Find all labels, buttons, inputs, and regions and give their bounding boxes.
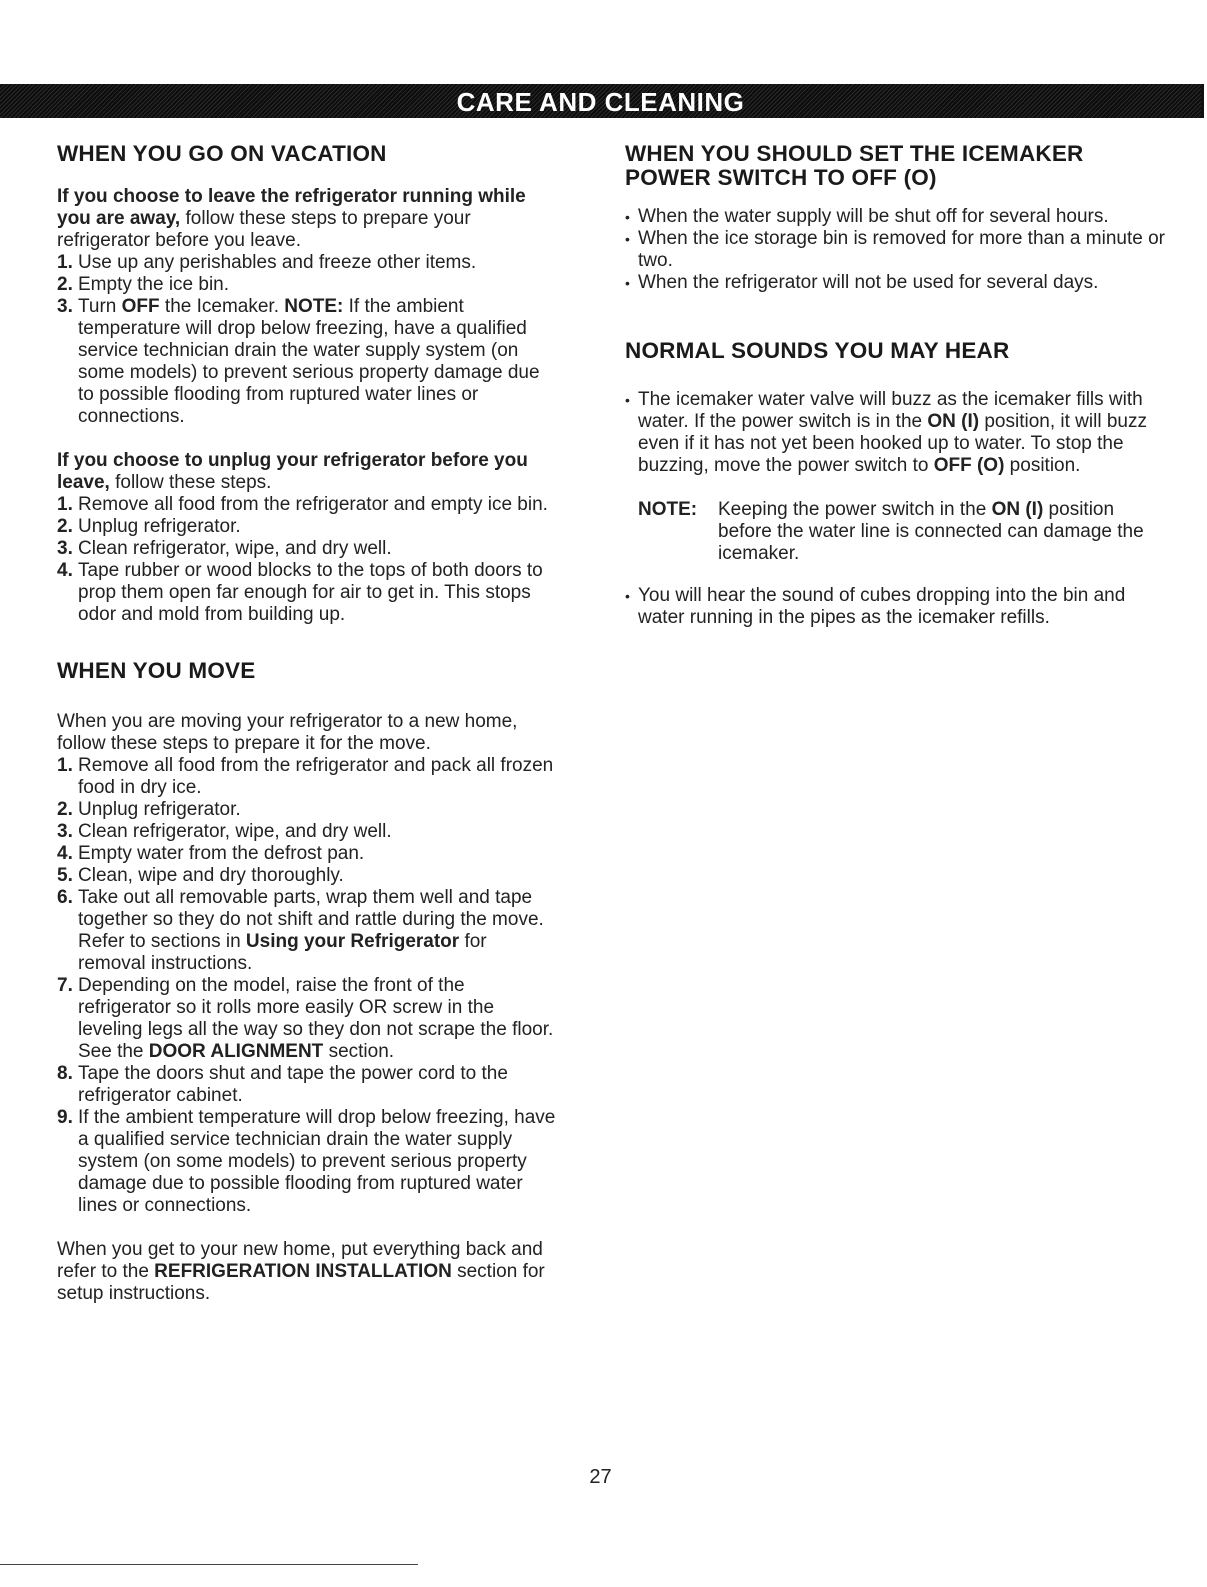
sounds-bullets-2 bbox=[625, 585, 1165, 629]
list-item: 3. Clean refrigerator, wipe, and dry well. bbox=[57, 538, 392, 559]
sounds-heading: NORMAL SOUNDS YOU MAY HEAR bbox=[625, 338, 1010, 363]
move-outro: When you get to your new home, put everything back and refer to the REFRIGERATION INSTALLATION section for setup instructions. bbox=[57, 1239, 545, 1304]
list-item: 6. Take out all removable parts, wrap them well and tape together so they do not shift and rattle during the move. Refer to sections in Using your Refrigerator for removal instructions. bbox=[57, 887, 544, 974]
list-item: 2. Empty the ice bin. bbox=[57, 274, 230, 295]
vacation-unplug-steps bbox=[57, 494, 557, 626]
move-steps bbox=[57, 755, 557, 1217]
list-item: 3. Turn OFF the Icemaker. NOTE: If the ambient temperature will drop below freezing, have a qualified service technician drain the water supply system (on some models) to prevent serious property damage due to possible flooding from ruptured water lines or connections. bbox=[57, 296, 540, 427]
sounds-bullets bbox=[625, 389, 1165, 477]
list-item: 2. Unplug refrigerator. bbox=[57, 516, 241, 537]
list-item: • When the ice storage bin is removed for more than a minute or two. bbox=[625, 228, 1165, 272]
list-item: • You will hear the sound of cubes dropping into the bin and water running in the pipes as the icemaker refills. bbox=[625, 585, 1165, 629]
list-item: 1. Use up any perishables and freeze other items. bbox=[57, 252, 477, 273]
list-item: 1. Remove all food from the refrigerator and empty ice bin. bbox=[57, 494, 548, 515]
list-item: 7. Depending on the model, raise the front of the refrigerator so it rolls more easily OR screw in the leveling legs all the way so they don not scrape the floor. See the DOOR ALIGNMENT section. bbox=[57, 975, 554, 1062]
vacation-unplug-lead-rest: follow these steps. bbox=[109, 472, 272, 493]
vacation-running-intro bbox=[57, 186, 557, 252]
off-label: OFF bbox=[121, 296, 160, 317]
list-item: 3. Clean refrigerator, wipe, and dry well. bbox=[57, 821, 392, 842]
vacation-running-steps bbox=[57, 252, 557, 428]
left-column bbox=[57, 142, 557, 1305]
move-heading: WHEN YOU MOVE bbox=[57, 658, 256, 683]
list-item: 9. If the ambient temperature will drop below freezing, have a qualified service technician drain the water supply system (on some models) to prevent serious property damage due to possible flooding from ruptured water lines or connections. bbox=[57, 1107, 556, 1216]
list-item: • When the water supply will be shut off for several hours. bbox=[625, 206, 1165, 228]
move-intro: When you are moving your refrigerator to a new home, follow these steps to prepare it for the move. bbox=[57, 711, 518, 754]
note-label: NOTE: bbox=[638, 499, 698, 520]
list-item: • When the refrigerator will not be used for several days. bbox=[625, 272, 1165, 294]
list-item: 4. Empty water from the defrost pan. bbox=[57, 843, 365, 864]
page-header: CARE AND CLEANING bbox=[456, 87, 745, 117]
refrigeration-installation-ref: REFRIGERATION INSTALLATION bbox=[154, 1261, 452, 1282]
vacation-running-lead-rest: follow these steps to prepare your refrigerator before you leave. bbox=[57, 208, 471, 251]
icemaker-heading: WHEN YOU SHOULD SET THE ICEMAKER POWER SWITCH TO OFF (O) bbox=[625, 141, 1084, 190]
list-item: 8. Tape the doors shut and tape the power cord to the refrigerator cabinet. bbox=[57, 1063, 508, 1106]
icemaker-bullets bbox=[625, 206, 1165, 294]
list-item: 1. Remove all food from the refrigerator and pack all frozen food in dry ice. bbox=[57, 755, 554, 798]
note-label: NOTE: bbox=[284, 296, 344, 317]
list-item: 5. Clean, wipe and dry thoroughly. bbox=[57, 865, 344, 886]
right-column bbox=[625, 142, 1165, 629]
using-your-refrigerator-ref: Using your Refrigerator bbox=[245, 931, 460, 952]
footer-rule bbox=[0, 1564, 418, 1565]
vacation-heading: WHEN YOU GO ON VACATION bbox=[57, 141, 387, 166]
door-alignment-ref: DOOR ALIGNMENT bbox=[148, 1041, 324, 1062]
page-number: 27 bbox=[589, 1466, 612, 1488]
list-item: 4. Tape rubber or wood blocks to the tops of both doors to prop them open far enough for air to get in. This stops odor and mold from building up. bbox=[57, 560, 543, 625]
list-item: 2. Unplug refrigerator. bbox=[57, 799, 241, 820]
sounds-note: NOTE: Keeping the power switch in the ON (I) position before the water line is connected can damage the icemaker. bbox=[638, 499, 1144, 564]
vacation-running-lead-bold: If you choose to leave the refrigerator running while you are away, bbox=[57, 186, 526, 229]
list-item: • The icemaker water valve will buzz as the icemaker fills with water. If the power switch is in the ON (I) position, it will buzz even if it has not yet been hooked up to water. To stop the buzzing, move the power switch to OFF (O) position. bbox=[625, 389, 1165, 477]
vacation-unplug-lead-bold: If you choose to unplug your refrigerator before you leave, bbox=[57, 450, 528, 493]
vacation-unplug-intro bbox=[57, 450, 557, 494]
